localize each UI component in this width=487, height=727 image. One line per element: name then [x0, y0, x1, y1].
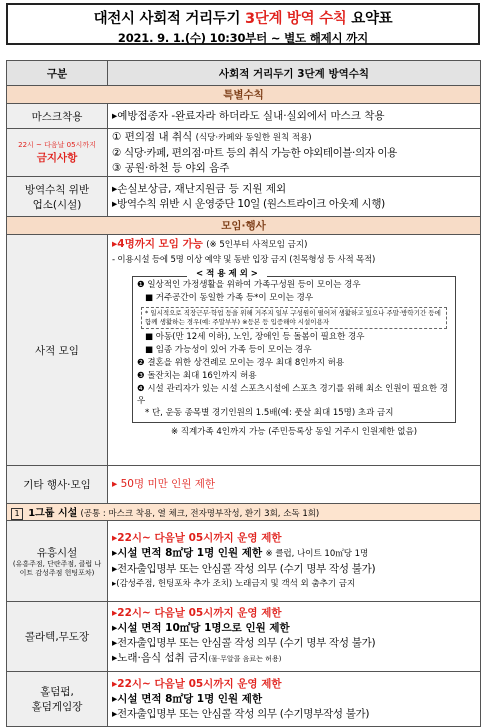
- group1-note: (공통 : 마스크 착용, 열 체크, 전자명부작성, 환기 3회, 소독 1회): [80, 509, 320, 519]
- violation-label-1: 방역수칙 위반: [24, 183, 90, 196]
- holdem-item-3: ▸전자출입명부 또는 안심콜 작성 의무 (수기명부작성 불가): [112, 707, 370, 720]
- ban-label: 금지사항: [36, 152, 78, 164]
- exception-4: ❹ 시설 관리자가 있는 시설 스포츠시설에 스포츠 경기를 위해 최소 인원이 필요한 경우: [137, 384, 449, 406]
- exceptions-title: < 적 용 제 외 >: [187, 267, 267, 279]
- section-special: 특별수칙: [7, 86, 481, 104]
- entertainment-label-cell: [7, 521, 108, 602]
- entertainment-row: [7, 521, 481, 602]
- holdem-item-2: ▸시설 면적 8㎡당 1명 인원 제한: [112, 692, 263, 705]
- violation-label-2: 업소(시설): [32, 198, 82, 211]
- exceptions-box: [132, 269, 456, 423]
- private-main-note: (※ 5인부터 사적모임 금지): [206, 240, 308, 250]
- exception-1-sub2: ■ 아동(만 12세 이하), 노인, 장애인 등 돌봄이 필요한 경우: [145, 332, 365, 342]
- page-subtitle: 2021. 9. 1.(수) 10:30부터 ~ 별도 해제시 까지: [117, 31, 369, 45]
- entertainment-item-2: ▸시설 면적 8㎡당 1명 인원 제한: [112, 546, 263, 559]
- entertainment-item-1: ▸22시~ 다음날 05시까지 운영 제한: [112, 531, 282, 544]
- private-footer: ※ 직계가족 4인까지 가능 (주민등록상 동일 거주시 인원제한 없음): [170, 427, 418, 437]
- group1-header: [7, 504, 481, 521]
- ban-time-label: 22시 ~ 다음날 05시까지: [18, 141, 96, 149]
- entertainment-item-3: ▸전자출입명부 또는 안심콜 작성 의무 (수기 명부 작성 불가): [112, 562, 376, 575]
- violation-item-2: ▸방역수칙 위반 시 운영중단 10일 (원스트라이크 아웃제 시행): [112, 197, 385, 210]
- exception-1: ❶ 일상적인 가정생활을 위하여 가족구성원 등이 모이는 경우: [137, 280, 361, 290]
- exception-4-note: * 단, 운동 종목별 경기인원의 1.5배(예: 풋살 최대 15명) 초과 금지: [145, 408, 394, 418]
- private-sub: - 이용시설 등에 5명 이상 예약 및 동반 입장 금지 (친목형성 등 사적 목적): [112, 255, 376, 265]
- ban-item-2: ② 식당·카페, 편의점·마트 등의 취식 가능한 야외테이블·의자 이용: [112, 146, 397, 159]
- holdem-label-1: 홀덤펍,: [40, 686, 74, 698]
- mask-row: [7, 104, 481, 129]
- colatec-item-4-note: (물·무알콜 음료는 허용): [208, 655, 282, 663]
- holdem-label-2: 홀덤게임장: [31, 701, 83, 713]
- colatec-row: [7, 602, 481, 672]
- page-title: 대전시 사회적 거리두기 3단계 방역 수칙 요약표: [93, 11, 393, 27]
- violation-label-cell: [7, 177, 108, 217]
- other-event-label: 기타 행사·모임: [7, 466, 108, 504]
- entertainment-label-sub: (유흥주점, 단란주점, 클럽 나이트 감성주점 헌팅포차): [12, 559, 102, 577]
- ban-items: [108, 129, 481, 177]
- exception-1-sub3: ■ 임종 가능성이 있어 가족 등이 모이는 경우: [145, 345, 312, 355]
- holdem-row: [7, 672, 481, 727]
- section-gathering: 모임·행사: [7, 217, 481, 235]
- ban-item-3: ③ 공원·하천 등 야외 음주: [112, 161, 230, 174]
- violation-items: [108, 177, 481, 217]
- exception-2: ❷ 결혼을 위한 상견례로 모이는 경우 최대 8인까지 허용: [137, 358, 345, 368]
- exception-1-note: * 일시적으로 직장근무·학업 등을 위해 거주지 일부 구성원이 떨어져 생활하고 있으나 주말·방학기간 등에 함께 생활하는 경우(예: 주말부부) ※등본 등 입증해야 시설이용자: [141, 307, 447, 329]
- private-main: ▸4명까지 모임 가능: [112, 238, 203, 250]
- ban-row: [7, 129, 481, 177]
- colatec-label: 콜라텍,무도장: [7, 602, 108, 672]
- group1-row: [7, 504, 481, 521]
- violation-row: [7, 177, 481, 217]
- exception-3: ❸ 돌잔치는 최대 16인까지 허용: [137, 371, 257, 381]
- private-row: [7, 235, 481, 466]
- mask-label: 마스크착용: [7, 104, 108, 129]
- other-event-row: [7, 466, 481, 504]
- title-box: [6, 3, 480, 45]
- table-header-row: [7, 61, 481, 86]
- other-event-text: ▸ 50명 미만 인원 제한: [108, 466, 481, 504]
- violation-item-1: ▸손실보상금, 재난지원금 등 지원 제외: [112, 182, 287, 195]
- ban-item-1-note: (식당·카페와 동일한 원칙 적용): [195, 132, 312, 143]
- rules-table: [6, 60, 481, 727]
- entertainment-items: [108, 521, 481, 602]
- section-gathering-row: [7, 217, 481, 235]
- private-label: 사적 모임: [7, 235, 108, 466]
- ban-item-1: ① 편의점 내 취식: [112, 130, 193, 143]
- colatec-item-1: ▸22시~ 다음날 05시까지 운영 제한: [112, 607, 282, 619]
- entertainment-item-4: ▸(감성주점, 헌팅포차 추가 조치) 노래금지 및 객석 외 춤추기 금지: [112, 578, 356, 589]
- group1-number: 1: [11, 508, 23, 520]
- colatec-item-3: ▸전자출입명부 또는 안심콜 작성 의무 (수기 명부 작성 불가): [112, 637, 376, 649]
- holdem-label-cell: [7, 672, 108, 727]
- group1-title: 1그룹 시설: [28, 508, 78, 519]
- holdem-item-1: ▸22시~ 다음날 05시까지 운영 제한: [112, 677, 282, 690]
- header-rules: 사회적 거리두기 3단계 방역수칙: [108, 61, 481, 86]
- colatec-items: [108, 602, 481, 672]
- holdem-items: [108, 672, 481, 727]
- private-content: [108, 235, 481, 466]
- exception-1-sub: ■ 거주공간이 동일한 가족 등*이 모이는 경우: [145, 293, 314, 303]
- entertainment-item-2-note: ※ 클럽, 나이트 10㎡당 1명: [265, 548, 369, 559]
- ban-label-cell: [7, 129, 108, 177]
- colatec-item-4: ▸노래·음식 섭취 금지: [112, 652, 209, 664]
- mask-text: ▸예방접종자 -완료자라 하더라도 실내·실외에서 마스크 착용: [108, 104, 481, 129]
- section-special-row: [7, 86, 481, 104]
- colatec-item-2: ▸시설 면적 10㎡당 1명으로 인원 제한: [112, 622, 290, 634]
- entertainment-label: 유흥시설: [36, 546, 78, 559]
- header-category: 구분: [7, 61, 108, 86]
